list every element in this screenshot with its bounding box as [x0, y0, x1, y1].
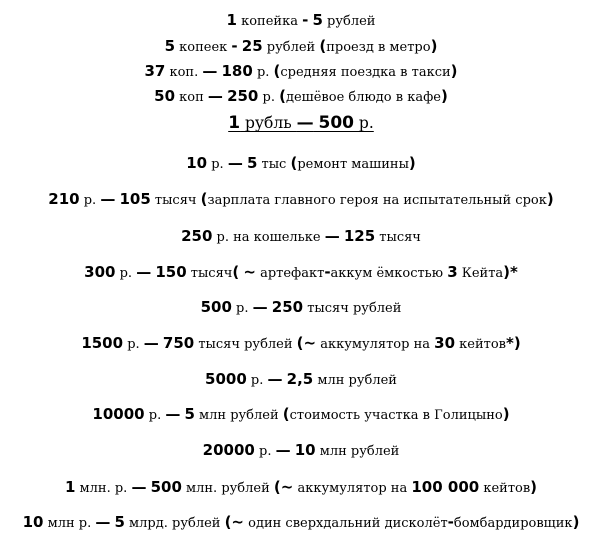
bold-figure: 1500	[81, 334, 124, 352]
bold-figure: —	[100, 190, 116, 208]
line-text: дешёвое блюдо в кафе	[285, 90, 441, 105]
line-text: копеек	[175, 40, 232, 55]
line-text: копейка	[236, 14, 303, 29]
bold-figure: (	[319, 37, 327, 55]
bold-figure: —	[252, 298, 268, 316]
line-text: тысяч	[150, 193, 201, 208]
line-8	[0, 226, 602, 248]
bold-figure: 105	[119, 190, 151, 208]
bold-figure: -	[324, 263, 331, 281]
line-7	[0, 189, 602, 211]
line-text: млн. р.	[75, 481, 132, 496]
bold-figure: 500	[150, 478, 182, 496]
bold-figure: —	[275, 441, 291, 459]
bold-figure: 5	[164, 37, 176, 55]
bold-figure: 37	[144, 62, 166, 80]
bold-figure: 30	[434, 334, 456, 352]
line-text: рублей	[262, 40, 320, 55]
bold-figure: 150	[155, 263, 187, 281]
bold-figure: 100 000	[411, 478, 480, 496]
line-text: аккумулятор на	[293, 481, 412, 496]
bold-figure: 300	[84, 263, 116, 281]
line-text: кейтов	[455, 337, 506, 352]
line-text: р.	[115, 266, 137, 281]
line-text: артефакт	[255, 266, 325, 281]
bold-figure: 210	[48, 190, 80, 208]
bold-figure: 5	[246, 154, 258, 172]
bold-figure: 250	[271, 298, 304, 316]
bold-figure: )	[546, 190, 554, 208]
bold-figure: —	[143, 334, 159, 352]
line-2	[0, 36, 602, 58]
bold-figure: )	[440, 87, 448, 105]
line-text: проезд в метро	[326, 40, 431, 55]
line-9	[0, 262, 602, 284]
bold-figure: 10	[294, 441, 316, 459]
bold-figure: (~	[296, 334, 317, 352]
bold-figure: 250	[227, 87, 259, 105]
bold-figure: )	[408, 154, 416, 172]
line-text: млрд. рублей	[124, 516, 225, 531]
line-10	[0, 297, 602, 319]
line-text: млн рублей	[315, 444, 400, 459]
bold-figure: (	[279, 87, 286, 105]
bold-figure: —	[267, 370, 283, 388]
bold-figure: —	[296, 113, 314, 133]
line-text: рубль	[240, 114, 297, 132]
line-text: аккумулятор на	[316, 337, 435, 352]
bold-figure: —	[136, 263, 152, 281]
bold-figure: 10	[22, 513, 44, 531]
bold-figure: 1	[228, 113, 241, 133]
line-text: тысяч рублей	[194, 337, 297, 352]
bold-figure: -	[231, 37, 238, 55]
line-text: тыс	[257, 157, 291, 172]
bold-figure: (~	[224, 513, 244, 531]
bold-figure: )	[450, 62, 458, 80]
bold-figure: )	[572, 513, 580, 531]
line-text: коп.	[165, 65, 203, 80]
line-6	[0, 153, 602, 175]
line-text: р.	[354, 114, 374, 132]
bold-figure: 50	[154, 87, 176, 105]
bold-figure: 5	[114, 513, 125, 531]
bold-figure: )	[430, 37, 438, 55]
line-3	[0, 61, 602, 83]
bold-figure: (	[282, 405, 290, 423]
line-text: р.	[231, 301, 253, 316]
bold-figure: 1	[64, 478, 76, 496]
line-4	[0, 86, 602, 108]
line-text: Кейта	[457, 266, 504, 281]
line-text: зарплата главного героя на испытательный срок	[207, 193, 547, 208]
bold-figure: —	[227, 154, 243, 172]
line-15	[0, 477, 602, 499]
line-text: средняя поездка в такси	[280, 65, 451, 80]
bold-figure: *)	[505, 334, 521, 352]
bold-figure: 1	[226, 11, 237, 29]
line-text: аккум ёмкостью	[330, 266, 448, 281]
line-text: стоимость участка в Голицыно	[289, 408, 503, 423]
bold-figure: 2,5	[286, 370, 314, 388]
line-text: р.	[258, 90, 280, 105]
bold-figure: -	[447, 513, 454, 531]
bold-figure: 5000	[205, 370, 247, 388]
bold-figure: 25	[241, 37, 263, 55]
bold-figure: ~	[243, 263, 256, 281]
bold-figure: —	[324, 227, 340, 245]
line-text: бомбардировщик	[453, 516, 573, 531]
bold-figure: -	[302, 11, 309, 29]
bold-figure: 5	[184, 405, 195, 423]
line-text: ремонт машины	[297, 157, 409, 172]
line-text: млн р.	[43, 516, 96, 531]
bold-figure: (	[290, 154, 298, 172]
line-text: тысяч рублей	[303, 301, 402, 316]
bold-figure: 500	[200, 298, 232, 316]
bold-figure: —	[131, 478, 147, 496]
line-text: р.	[246, 373, 268, 388]
line-text: млн. рублей	[181, 481, 274, 496]
line-16	[0, 512, 602, 534]
bold-figure: )*	[503, 263, 518, 281]
line-text: один сверхдальний дисколёт	[244, 516, 448, 531]
line-text: р.	[123, 337, 144, 352]
line-text: тысяч	[186, 266, 233, 281]
line-text: млн рублей	[194, 408, 283, 423]
bold-figure: —	[207, 87, 223, 105]
bold-figure: 250	[181, 227, 213, 245]
bold-figure: —	[95, 513, 111, 531]
bold-figure: 500	[318, 113, 354, 133]
line-text: кейтов	[479, 481, 531, 496]
bold-figure: )	[502, 405, 510, 423]
bold-figure: —	[202, 62, 218, 80]
line-text: р.	[144, 408, 166, 423]
line-14	[0, 440, 602, 462]
line-text: р. на кошельке	[212, 230, 325, 245]
bold-figure: (	[200, 190, 208, 208]
bold-figure: 5	[312, 11, 323, 29]
bold-figure: )	[530, 478, 538, 496]
line-5-headline	[0, 113, 602, 133]
line-13	[0, 404, 602, 426]
bold-figure: 750	[162, 334, 195, 352]
bold-figure: (	[273, 62, 281, 80]
bold-figure: 180	[221, 62, 253, 80]
line-12	[0, 369, 602, 391]
line-1	[0, 10, 602, 32]
bold-figure: 10000	[92, 405, 145, 423]
line-text: рублей	[322, 14, 376, 29]
line-text: р.	[79, 193, 101, 208]
bold-figure: 125	[343, 227, 376, 245]
bold-figure: 10	[186, 154, 208, 172]
line-text: р.	[252, 65, 274, 80]
line-text: коп	[175, 90, 208, 105]
bold-figure: 20000	[202, 441, 255, 459]
bold-figure: —	[165, 405, 181, 423]
line-text: тысяч	[375, 230, 421, 245]
line-11	[0, 333, 602, 355]
line-text: р.	[207, 157, 228, 172]
bold-figure: 3	[447, 263, 458, 281]
line-text: млн рублей	[313, 373, 397, 388]
line-text: р.	[254, 444, 276, 459]
bold-figure: (~	[273, 478, 294, 496]
bold-figure: (	[232, 263, 240, 281]
